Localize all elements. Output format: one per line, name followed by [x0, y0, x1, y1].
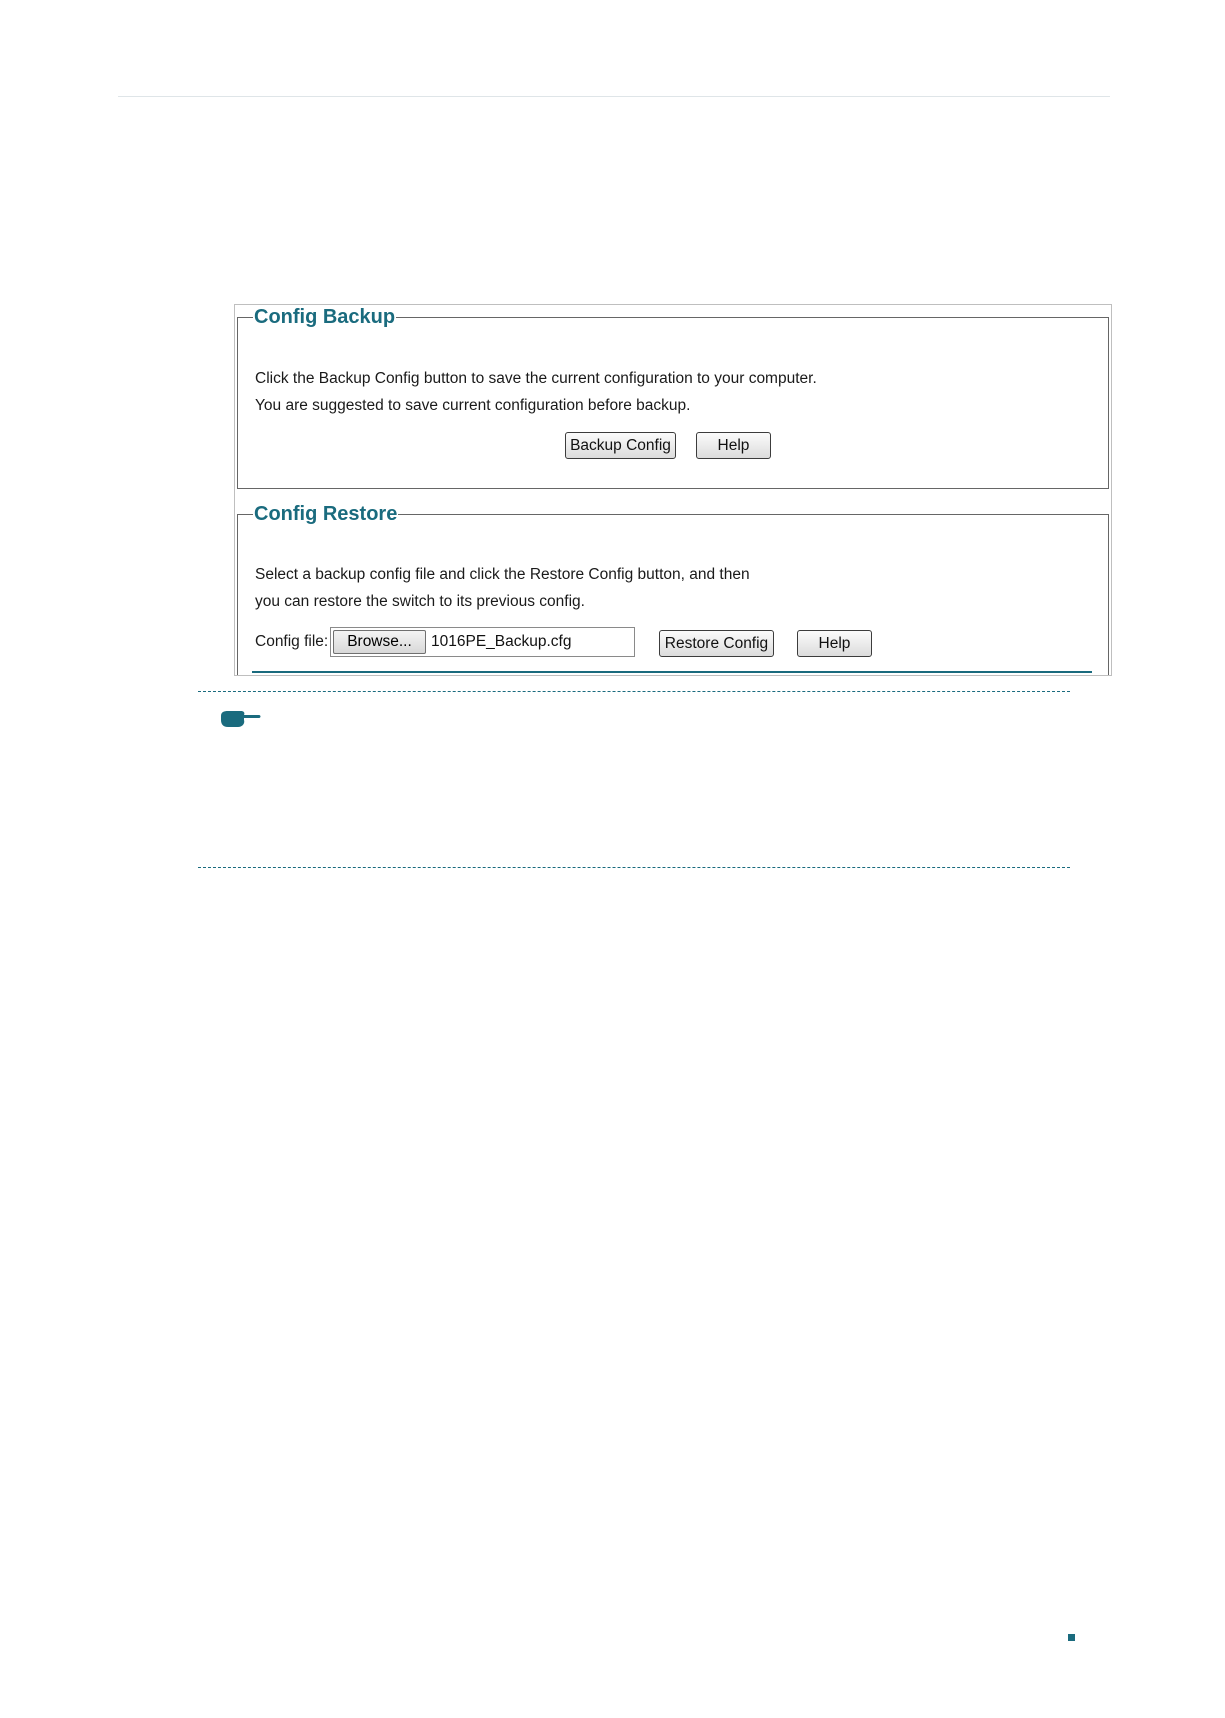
backup-help-button[interactable]: Help	[696, 432, 771, 459]
config-restore-fieldset	[237, 503, 1109, 676]
restore-help-button[interactable]: Help	[797, 630, 872, 657]
browse-button[interactable]: Browse...	[333, 630, 426, 654]
restore-config-button[interactable]: Restore Config	[659, 630, 774, 657]
config-file-name: 1016PE_Backup.cfg	[431, 633, 572, 650]
panel-bottom-rule	[252, 671, 1092, 673]
backup-config-button[interactable]: Backup Config	[565, 432, 676, 459]
config-restore-legend: Config Restore	[254, 503, 398, 525]
note-bottom-divider	[198, 867, 1070, 868]
config-backup-restore-panel	[234, 304, 1112, 676]
config-backup-fieldset	[237, 306, 1109, 489]
page-marker	[1068, 1634, 1075, 1641]
config-backup-legend: Config Backup	[254, 306, 396, 328]
config-file-label: Config file:	[255, 633, 329, 650]
pointing-hand-icon	[219, 708, 261, 732]
backup-description-line2: You are suggested to save current configuration before backup.	[255, 397, 691, 414]
backup-description-line1: Click the Backup Config button to save the current configuration to your computer.	[255, 370, 817, 387]
header-rule	[118, 96, 1110, 97]
restore-description-line2: you can restore the switch to its previous config.	[255, 593, 585, 610]
restore-description-line1: Select a backup config file and click the Restore Config button, and then	[255, 566, 750, 583]
config-file-input[interactable]	[330, 627, 635, 657]
note-top-divider	[198, 691, 1070, 692]
